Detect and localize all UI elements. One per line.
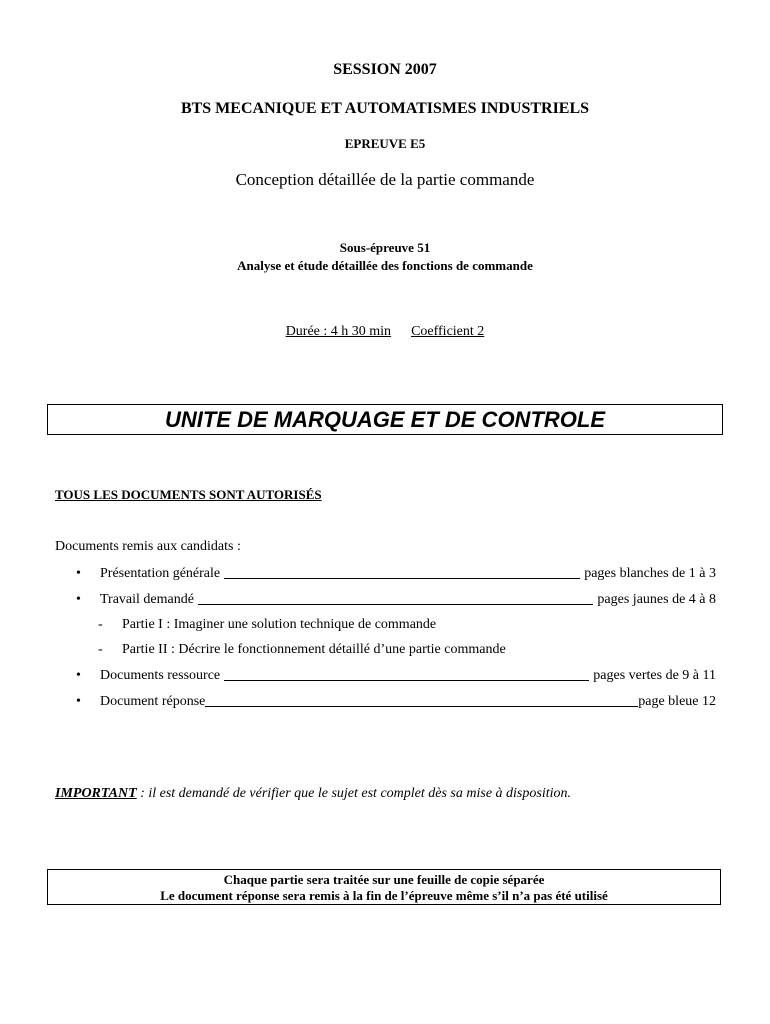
subject-heading: Conception détaillée de la partie commande (235, 170, 535, 189)
diploma-heading: BTS MECANIQUE ET AUTOMATISMES INDUSTRIELS (180, 100, 590, 117)
important-text: : il est demandé de vérifier que le sujet est complet dès sa mise à disposition. (136, 786, 571, 801)
list-item-label: Partie II : Décrire le fonctionnement détaillé d’une partie commande (122, 642, 506, 657)
dash-marker: - (98, 617, 103, 632)
bullet-marker: • (76, 694, 81, 709)
sous-epreuve-title: Analyse et étude détaillée des fonctions de commande (237, 258, 533, 273)
list-item-pages: pages vertes de 9 à 11 (593, 668, 716, 683)
list-item-pages: pages jaunes de 4 à 8 (597, 592, 716, 607)
list-item (98, 638, 698, 658)
list-item-label: Travail demandé (100, 592, 194, 607)
list-item (76, 690, 716, 710)
list-item (98, 613, 698, 633)
duration-text: Durée : 4 h 30 min (285, 324, 392, 339)
session-heading: SESSION 2007 (333, 61, 437, 78)
list-item (76, 562, 716, 582)
list-item-label: Documents ressource (100, 668, 221, 683)
instructions-line-2: Le document réponse sera remis à la fin de l’épreuve même s’il n’a pas été utilisé (160, 888, 608, 903)
list-item-label: Présentation générale (100, 566, 221, 581)
bullet-marker: • (76, 592, 81, 607)
documents-intro: Documents remis aux candidats : (55, 539, 241, 554)
main-title-box (47, 404, 723, 435)
instructions-box (47, 869, 721, 905)
list-item-label: Partie I : Imaginer une solution technique de commande (122, 617, 437, 632)
leader-line (205, 706, 638, 707)
leader-line (224, 680, 589, 681)
leader-line (224, 578, 580, 579)
important-notice (55, 786, 571, 802)
documents-authorised-notice: TOUS LES DOCUMENTS SONT AUTORISÉS (55, 487, 322, 502)
important-label: IMPORTANT (55, 786, 137, 801)
dash-marker: - (98, 642, 103, 657)
list-item-pages: pages blanches de 1 à 3 (584, 566, 716, 581)
coefficient-text: Coefficient 2 (411, 324, 485, 339)
list-item-label: Document réponse (100, 694, 206, 709)
bullet-marker: • (76, 668, 81, 683)
list-item (76, 588, 716, 608)
list-item-pages: page bleue 12 (638, 694, 716, 709)
leader-line (198, 604, 593, 605)
epreuve-heading: EPREUVE E5 (344, 136, 426, 151)
bullet-marker: • (76, 566, 81, 581)
instructions-line-1: Chaque partie sera traitée sur une feuille de copie séparée (223, 872, 545, 887)
main-title: UNITE DE MARQUAGE ET DE CONTROLE (164, 407, 605, 432)
list-item (76, 664, 716, 684)
duration-line (0, 324, 770, 340)
sous-epreuve-heading: Sous-épreuve 51 (339, 240, 431, 255)
